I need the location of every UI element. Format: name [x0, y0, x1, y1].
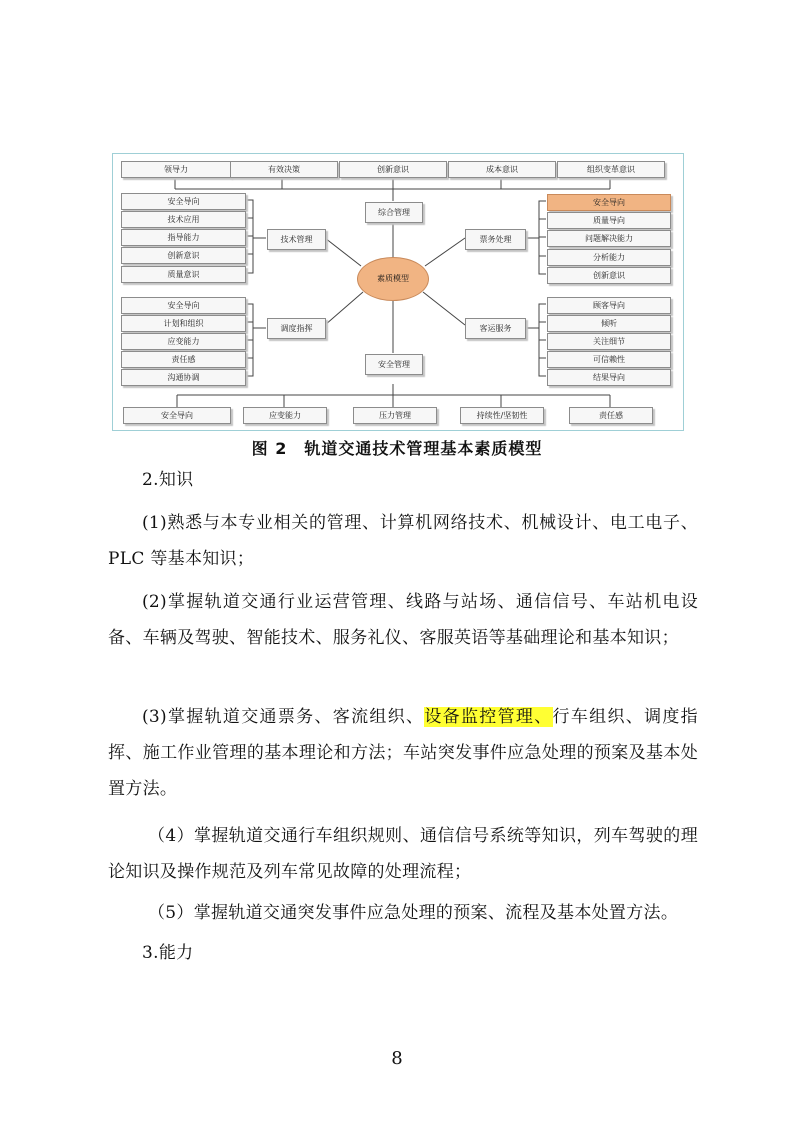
left-bottom-item-5: 沟通协调 — [121, 369, 246, 386]
item3-text-before: (3)掌握轨道交通票务、客流组织、 — [142, 707, 425, 727]
knowledge-item-3 — [108, 699, 698, 807]
top-node-2: 有效决策 — [230, 161, 338, 178]
top-node-3: 创新意识 — [339, 161, 447, 178]
right-bottom-item-5: 结果导向 — [547, 369, 671, 386]
right-bottom-item-3: 关注细节 — [547, 333, 671, 350]
heading-ability: 3.能力 — [142, 943, 194, 963]
knowledge-item-5: （5）掌握轨道交通突发事件应急处理的预案、流程及基本处置方法。 — [148, 903, 679, 923]
right-top-item-1: 安全导向 — [547, 194, 671, 211]
quality-model-diagram — [112, 153, 684, 431]
right-top-item-3: 问题解决能力 — [547, 230, 671, 247]
category-right-top: 票务处理 — [465, 229, 526, 250]
left-top-item-2: 技术应用 — [121, 211, 246, 228]
category-left-bottom: 调度指挥 — [267, 318, 326, 339]
left-bottom-item-3: 应变能力 — [121, 333, 246, 350]
knowledge-item-1: (1)熟悉与本专业相关的管理、计算机网络技术、机械设计、电工电子、PLC 等基本知识； — [108, 513, 698, 569]
left-top-item-1: 安全导向 — [121, 193, 246, 210]
right-bottom-item-1: 顾客导向 — [547, 297, 671, 314]
heading-knowledge: 2.知识 — [142, 470, 194, 490]
item3-highlight: 设备监控管理、 — [424, 707, 553, 727]
page-number: 8 — [391, 1048, 403, 1069]
left-bottom-item-1: 安全导向 — [121, 297, 246, 314]
right-bottom-item-4: 可信赖性 — [547, 351, 671, 368]
left-bottom-item-2: 计划和组织 — [121, 315, 246, 332]
category-left-top: 技术管理 — [267, 229, 326, 250]
left-top-item-4: 创新意识 — [121, 247, 246, 264]
right-top-item-5: 创新意识 — [547, 267, 671, 284]
bottom-node-2: 应变能力 — [243, 407, 327, 424]
right-top-item-2: 质量导向 — [547, 212, 671, 229]
left-bottom-item-4: 责任感 — [121, 351, 246, 368]
knowledge-item-4: （4）掌握轨道交通行车组织规则、通信信号系统等知识，列车驾驶的理论知识及操作规范及列车常见故障的处理流程； — [108, 826, 698, 882]
top-node-1: 领导力 — [121, 161, 231, 178]
item3-text-after: 行车组织、调度指挥、施工作业管理的基本理论和方法；车站突发事件应急处理的预案及基本处置方法。 — [108, 707, 698, 799]
left-top-item-3: 指导能力 — [121, 229, 246, 246]
category-right-bottom: 客运服务 — [465, 318, 526, 339]
right-top-item-4: 分析能力 — [547, 249, 671, 266]
center-node: 素质模型 — [357, 257, 429, 301]
bottom-node-4: 持续性/坚韧性 — [460, 407, 544, 424]
bottom-node-1: 安全导向 — [123, 407, 231, 424]
left-top-item-5: 质量意识 — [121, 266, 246, 283]
right-bottom-item-2: 倾听 — [547, 315, 671, 332]
knowledge-item-2: (2)掌握轨道交通行业运营管理、线路与站场、通信信号、车站机电设备、车辆及驾驶、智能技术、服务礼仪、客服英语等基础理论和基本知识； — [108, 592, 698, 648]
top-node-5: 组织变革意识 — [557, 161, 665, 178]
category-top: 综合管理 — [365, 202, 423, 223]
bottom-node-5: 责任感 — [569, 407, 653, 424]
bottom-node-3: 压力管理 — [353, 407, 437, 424]
top-node-4: 成本意识 — [448, 161, 556, 178]
figure-caption: 图 2 轨道交通技术管理基本素质模型 — [251, 439, 543, 458]
category-bottom: 安全管理 — [365, 354, 423, 375]
